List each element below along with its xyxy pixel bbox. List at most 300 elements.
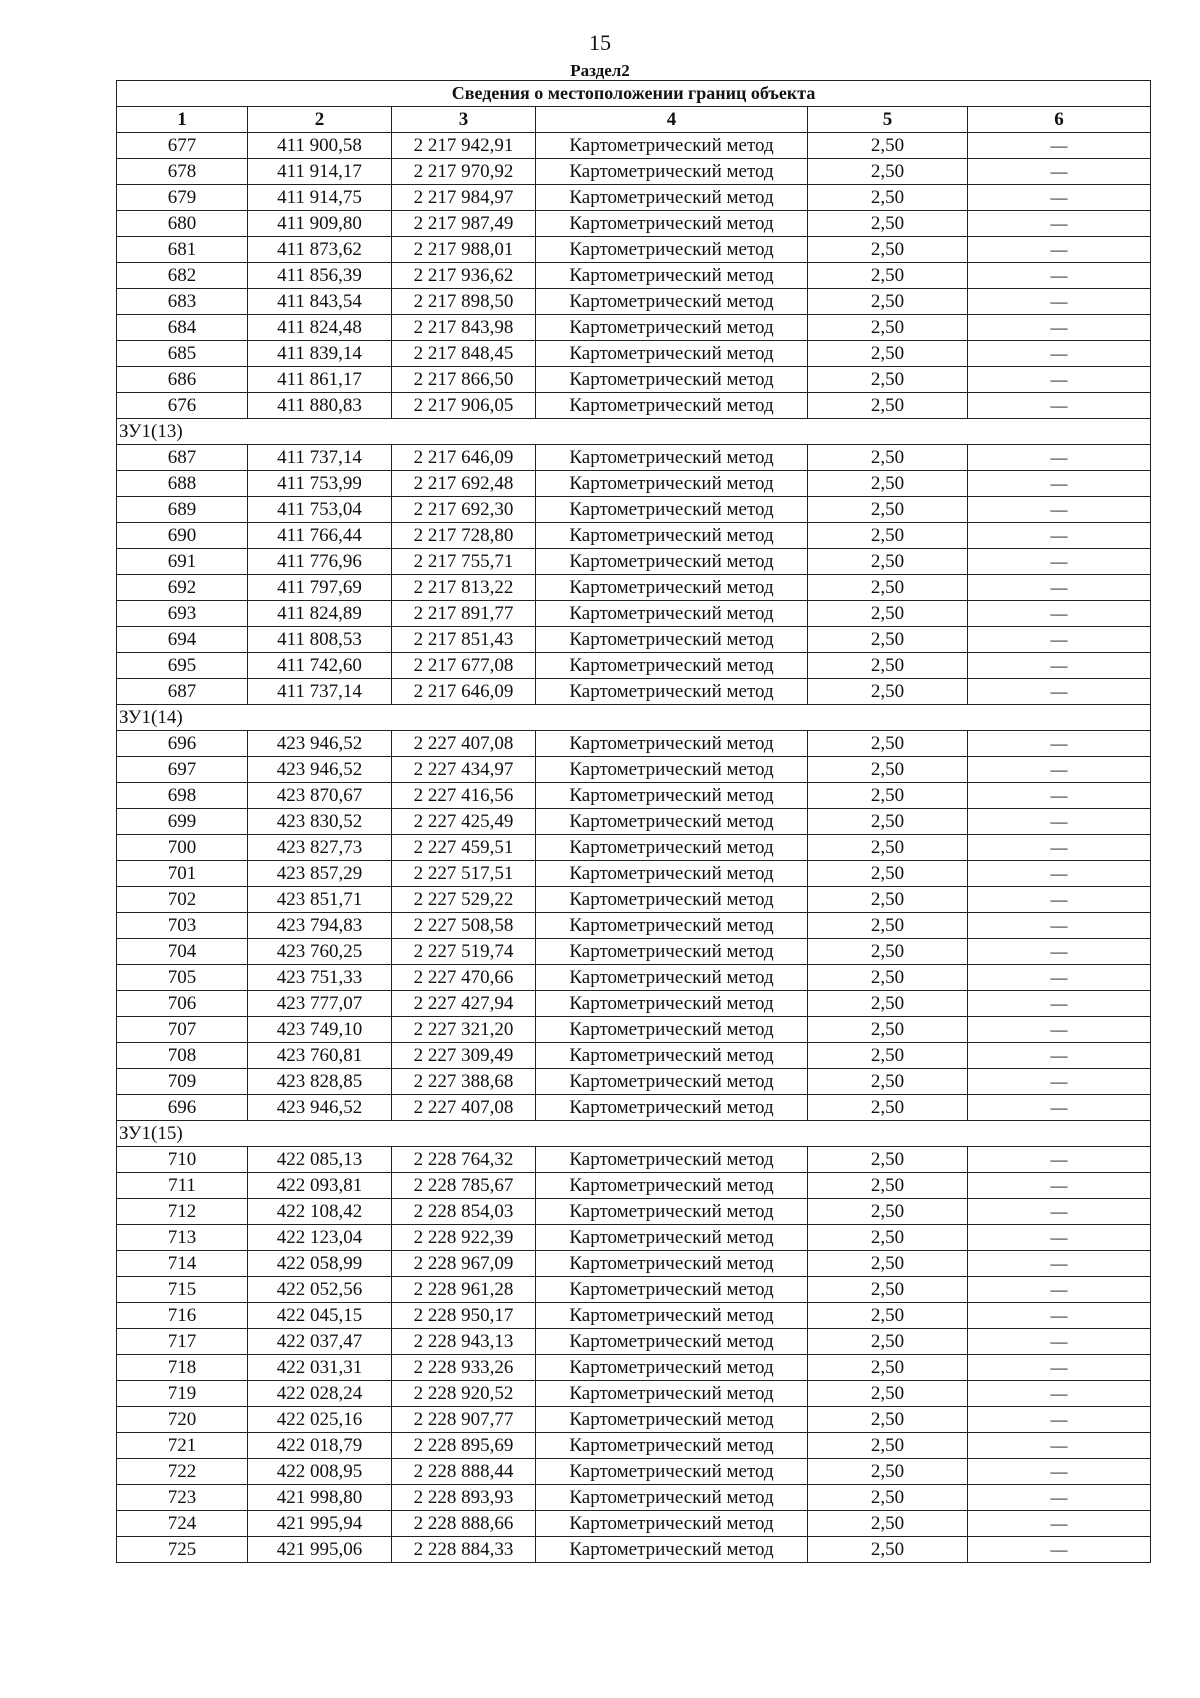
table-row: [117, 1433, 1151, 1459]
y-coordinate-cell: 2 217 728,80: [392, 523, 536, 549]
table-row: [117, 497, 1151, 523]
point-number-cell: 679: [117, 185, 248, 211]
y-coordinate-cell: 2 228 888,44: [392, 1459, 536, 1485]
method-cell: Картометрический метод: [536, 1251, 808, 1277]
point-number-cell: 683: [117, 289, 248, 315]
x-coordinate-cell: 422 052,56: [248, 1277, 392, 1303]
table-row: [117, 211, 1151, 237]
x-coordinate-cell: 423 777,07: [248, 991, 392, 1017]
point-number-cell: 684: [117, 315, 248, 341]
y-coordinate-cell: 2 217 906,05: [392, 393, 536, 419]
description-cell: —: [968, 523, 1151, 549]
method-cell: Картометрический метод: [536, 315, 808, 341]
table-row: [117, 575, 1151, 601]
description-cell: —: [968, 1433, 1151, 1459]
table-row: [117, 315, 1151, 341]
point-number-cell: 724: [117, 1511, 248, 1537]
y-coordinate-cell: 2 228 920,52: [392, 1381, 536, 1407]
accuracy-cell: 2,50: [808, 1407, 968, 1433]
point-number-cell: 708: [117, 1043, 248, 1069]
table-row: [117, 1147, 1151, 1173]
accuracy-cell: 2,50: [808, 133, 968, 159]
accuracy-cell: 2,50: [808, 159, 968, 185]
table-row: [117, 159, 1151, 185]
x-coordinate-cell: 422 031,31: [248, 1355, 392, 1381]
y-coordinate-cell: 2 228 950,17: [392, 1303, 536, 1329]
table-row: [117, 887, 1151, 913]
y-coordinate-cell: 2 217 988,01: [392, 237, 536, 263]
table-row: [117, 783, 1151, 809]
x-coordinate-cell: 423 794,83: [248, 913, 392, 939]
method-cell: Картометрический метод: [536, 1407, 808, 1433]
accuracy-cell: 2,50: [808, 367, 968, 393]
y-coordinate-cell: 2 228 933,26: [392, 1355, 536, 1381]
description-cell: —: [968, 1173, 1151, 1199]
method-cell: Картометрический метод: [536, 991, 808, 1017]
method-cell: Картометрический метод: [536, 185, 808, 211]
x-coordinate-cell: 423 760,25: [248, 939, 392, 965]
point-number-cell: 688: [117, 471, 248, 497]
table-row: [117, 1511, 1151, 1537]
table-row: [117, 1043, 1151, 1069]
point-number-cell: 699: [117, 809, 248, 835]
method-cell: Картометрический метод: [536, 783, 808, 809]
description-cell: —: [968, 627, 1151, 653]
x-coordinate-cell: 411 753,99: [248, 471, 392, 497]
x-coordinate-cell: 411 808,53: [248, 627, 392, 653]
description-cell: —: [968, 1407, 1151, 1433]
table-row: [117, 1303, 1151, 1329]
y-coordinate-cell: 2 228 854,03: [392, 1199, 536, 1225]
description-cell: —: [968, 263, 1151, 289]
description-cell: —: [968, 471, 1151, 497]
y-coordinate-cell: 2 217 936,62: [392, 263, 536, 289]
y-coordinate-cell: 2 217 866,50: [392, 367, 536, 393]
accuracy-cell: 2,50: [808, 991, 968, 1017]
method-cell: Картометрический метод: [536, 211, 808, 237]
column-header-6: 6: [968, 107, 1151, 133]
table-row: [117, 1095, 1151, 1121]
accuracy-cell: 2,50: [808, 1355, 968, 1381]
method-cell: Картометрический метод: [536, 679, 808, 705]
description-cell: —: [968, 1511, 1151, 1537]
x-coordinate-cell: 423 751,33: [248, 965, 392, 991]
y-coordinate-cell: 2 217 646,09: [392, 679, 536, 705]
method-cell: Картометрический метод: [536, 1433, 808, 1459]
description-cell: —: [968, 1303, 1151, 1329]
group-label: ЗУ1(13): [117, 419, 1151, 445]
x-coordinate-cell: 411 856,39: [248, 263, 392, 289]
description-cell: —: [968, 653, 1151, 679]
y-coordinate-cell: 2 227 427,94: [392, 991, 536, 1017]
table-row: [117, 1251, 1151, 1277]
point-number-cell: 718: [117, 1355, 248, 1381]
x-coordinate-cell: 422 018,79: [248, 1433, 392, 1459]
description-cell: —: [968, 1095, 1151, 1121]
accuracy-cell: 2,50: [808, 835, 968, 861]
table-row: [117, 1173, 1151, 1199]
table-row: [117, 627, 1151, 653]
description-cell: —: [968, 835, 1151, 861]
x-coordinate-cell: 422 093,81: [248, 1173, 392, 1199]
x-coordinate-cell: 411 776,96: [248, 549, 392, 575]
method-cell: Картометрический метод: [536, 497, 808, 523]
table-row: [117, 341, 1151, 367]
description-cell: —: [968, 341, 1151, 367]
method-cell: Картометрический метод: [536, 835, 808, 861]
y-coordinate-cell: 2 217 843,98: [392, 315, 536, 341]
method-cell: Картометрический метод: [536, 341, 808, 367]
table-row: [117, 1277, 1151, 1303]
description-cell: —: [968, 1459, 1151, 1485]
method-cell: Картометрический метод: [536, 1355, 808, 1381]
method-cell: Картометрический метод: [536, 809, 808, 835]
method-cell: Картометрический метод: [536, 653, 808, 679]
method-cell: Картометрический метод: [536, 861, 808, 887]
table-row: [117, 1199, 1151, 1225]
table-row: [117, 731, 1151, 757]
x-coordinate-cell: 411 909,80: [248, 211, 392, 237]
description-cell: —: [968, 731, 1151, 757]
y-coordinate-cell: 2 217 942,91: [392, 133, 536, 159]
x-coordinate-cell: 422 025,16: [248, 1407, 392, 1433]
description-cell: —: [968, 939, 1151, 965]
point-number-cell: 692: [117, 575, 248, 601]
y-coordinate-cell: 2 228 967,09: [392, 1251, 536, 1277]
method-cell: Картометрический метод: [536, 367, 808, 393]
table-row: [117, 601, 1151, 627]
y-coordinate-cell: 2 227 309,49: [392, 1043, 536, 1069]
description-cell: —: [968, 1277, 1151, 1303]
table-row: [117, 809, 1151, 835]
table-row: [117, 1381, 1151, 1407]
point-number-cell: 695: [117, 653, 248, 679]
description-cell: —: [968, 237, 1151, 263]
point-number-cell: 690: [117, 523, 248, 549]
accuracy-cell: 2,50: [808, 1095, 968, 1121]
x-coordinate-cell: 411 824,48: [248, 315, 392, 341]
x-coordinate-cell: 423 857,29: [248, 861, 392, 887]
x-coordinate-cell: 411 873,62: [248, 237, 392, 263]
method-cell: Картометрический метод: [536, 289, 808, 315]
point-number-cell: 681: [117, 237, 248, 263]
x-coordinate-cell: 411 843,54: [248, 289, 392, 315]
description-cell: —: [968, 601, 1151, 627]
description-cell: —: [968, 965, 1151, 991]
method-cell: Картометрический метод: [536, 159, 808, 185]
description-cell: —: [968, 133, 1151, 159]
x-coordinate-cell: 411 737,14: [248, 445, 392, 471]
x-coordinate-cell: 411 914,17: [248, 159, 392, 185]
column-header-1: 1: [117, 107, 248, 133]
point-number-cell: 687: [117, 679, 248, 705]
y-coordinate-cell: 2 227 508,58: [392, 913, 536, 939]
method-cell: Картометрический метод: [536, 263, 808, 289]
description-cell: —: [968, 575, 1151, 601]
accuracy-cell: 2,50: [808, 861, 968, 887]
table-row: [117, 471, 1151, 497]
boundary-coordinates-table: [116, 80, 1151, 1563]
method-cell: Картометрический метод: [536, 627, 808, 653]
method-cell: Картометрический метод: [536, 913, 808, 939]
accuracy-cell: 2,50: [808, 237, 968, 263]
accuracy-cell: 2,50: [808, 783, 968, 809]
accuracy-cell: 2,50: [808, 1537, 968, 1563]
description-cell: —: [968, 497, 1151, 523]
point-number-cell: 693: [117, 601, 248, 627]
point-number-cell: 707: [117, 1017, 248, 1043]
accuracy-cell: 2,50: [808, 1433, 968, 1459]
accuracy-cell: 2,50: [808, 679, 968, 705]
description-cell: —: [968, 367, 1151, 393]
point-number-cell: 714: [117, 1251, 248, 1277]
accuracy-cell: 2,50: [808, 1251, 968, 1277]
y-coordinate-cell: 2 228 884,33: [392, 1537, 536, 1563]
method-cell: Картометрический метод: [536, 1043, 808, 1069]
y-coordinate-cell: 2 227 425,49: [392, 809, 536, 835]
method-cell: Картометрический метод: [536, 1147, 808, 1173]
point-number-cell: 682: [117, 263, 248, 289]
x-coordinate-cell: 411 766,44: [248, 523, 392, 549]
point-number-cell: 710: [117, 1147, 248, 1173]
accuracy-cell: 2,50: [808, 575, 968, 601]
x-coordinate-cell: 422 028,24: [248, 1381, 392, 1407]
description-cell: —: [968, 783, 1151, 809]
table-row: [117, 991, 1151, 1017]
x-coordinate-cell: 411 737,14: [248, 679, 392, 705]
x-coordinate-cell: 411 824,89: [248, 601, 392, 627]
method-cell: Картометрический метод: [536, 1277, 808, 1303]
x-coordinate-cell: 423 870,67: [248, 783, 392, 809]
group-row: [117, 705, 1151, 731]
point-number-cell: 700: [117, 835, 248, 861]
table-row: [117, 1407, 1151, 1433]
y-coordinate-cell: 2 228 895,69: [392, 1433, 536, 1459]
point-number-cell: 721: [117, 1433, 248, 1459]
y-coordinate-cell: 2 217 692,30: [392, 497, 536, 523]
x-coordinate-cell: 423 946,52: [248, 731, 392, 757]
method-cell: Картометрический метод: [536, 237, 808, 263]
y-coordinate-cell: 2 227 388,68: [392, 1069, 536, 1095]
y-coordinate-cell: 2 227 517,51: [392, 861, 536, 887]
accuracy-cell: 2,50: [808, 1329, 968, 1355]
x-coordinate-cell: 423 946,52: [248, 1095, 392, 1121]
table-row: [117, 939, 1151, 965]
x-coordinate-cell: 411 742,60: [248, 653, 392, 679]
y-coordinate-cell: 2 217 848,45: [392, 341, 536, 367]
y-coordinate-cell: 2 217 646,09: [392, 445, 536, 471]
method-cell: Картометрический метод: [536, 133, 808, 159]
x-coordinate-cell: 423 749,10: [248, 1017, 392, 1043]
accuracy-cell: 2,50: [808, 1303, 968, 1329]
description-cell: —: [968, 185, 1151, 211]
point-number-cell: 677: [117, 133, 248, 159]
table-row: [117, 445, 1151, 471]
y-coordinate-cell: 2 227 459,51: [392, 835, 536, 861]
accuracy-cell: 2,50: [808, 965, 968, 991]
x-coordinate-cell: 411 839,14: [248, 341, 392, 367]
method-cell: Картометрический метод: [536, 1485, 808, 1511]
point-number-cell: 678: [117, 159, 248, 185]
description-cell: —: [968, 1329, 1151, 1355]
table-row: [117, 965, 1151, 991]
x-coordinate-cell: 411 861,17: [248, 367, 392, 393]
y-coordinate-cell: 2 228 888,66: [392, 1511, 536, 1537]
description-cell: —: [968, 393, 1151, 419]
point-number-cell: 712: [117, 1199, 248, 1225]
x-coordinate-cell: 422 037,47: [248, 1329, 392, 1355]
y-coordinate-cell: 2 227 519,74: [392, 939, 536, 965]
table-row: [117, 653, 1151, 679]
accuracy-cell: 2,50: [808, 653, 968, 679]
description-cell: —: [968, 1251, 1151, 1277]
x-coordinate-cell: 421 998,80: [248, 1485, 392, 1511]
y-coordinate-cell: 2 228 764,32: [392, 1147, 536, 1173]
accuracy-cell: 2,50: [808, 731, 968, 757]
method-cell: Картометрический метод: [536, 939, 808, 965]
table-row: [117, 1069, 1151, 1095]
method-cell: Картометрический метод: [536, 549, 808, 575]
accuracy-cell: 2,50: [808, 263, 968, 289]
method-cell: Картометрический метод: [536, 445, 808, 471]
x-coordinate-cell: 422 108,42: [248, 1199, 392, 1225]
table-row: [117, 393, 1151, 419]
y-coordinate-cell: 2 228 907,77: [392, 1407, 536, 1433]
accuracy-cell: 2,50: [808, 471, 968, 497]
description-cell: —: [968, 679, 1151, 705]
y-coordinate-cell: 2 217 755,71: [392, 549, 536, 575]
accuracy-cell: 2,50: [808, 757, 968, 783]
accuracy-cell: 2,50: [808, 1277, 968, 1303]
point-number-cell: 705: [117, 965, 248, 991]
column-header-row: [117, 107, 1151, 133]
point-number-cell: 691: [117, 549, 248, 575]
y-coordinate-cell: 2 217 692,48: [392, 471, 536, 497]
description-cell: —: [968, 1043, 1151, 1069]
point-number-cell: 713: [117, 1225, 248, 1251]
x-coordinate-cell: 411 914,75: [248, 185, 392, 211]
description-cell: —: [968, 1381, 1151, 1407]
table-row: [117, 185, 1151, 211]
method-cell: Картометрический метод: [536, 523, 808, 549]
table-row: [117, 1329, 1151, 1355]
point-number-cell: 689: [117, 497, 248, 523]
x-coordinate-cell: 411 880,83: [248, 393, 392, 419]
x-coordinate-cell: 422 058,99: [248, 1251, 392, 1277]
accuracy-cell: 2,50: [808, 289, 968, 315]
description-cell: —: [968, 1355, 1151, 1381]
table-row: [117, 757, 1151, 783]
table-row: [117, 263, 1151, 289]
y-coordinate-cell: 2 228 893,93: [392, 1485, 536, 1511]
method-cell: Картометрический метод: [536, 393, 808, 419]
method-cell: Картометрический метод: [536, 1329, 808, 1355]
x-coordinate-cell: 421 995,94: [248, 1511, 392, 1537]
x-coordinate-cell: 423 830,52: [248, 809, 392, 835]
accuracy-cell: 2,50: [808, 341, 968, 367]
y-coordinate-cell: 2 217 898,50: [392, 289, 536, 315]
description-cell: —: [968, 445, 1151, 471]
method-cell: Картометрический метод: [536, 1017, 808, 1043]
point-number-cell: 694: [117, 627, 248, 653]
point-number-cell: 680: [117, 211, 248, 237]
x-coordinate-cell: 422 045,15: [248, 1303, 392, 1329]
x-coordinate-cell: 411 753,04: [248, 497, 392, 523]
x-coordinate-cell: 421 995,06: [248, 1537, 392, 1563]
x-coordinate-cell: 411 797,69: [248, 575, 392, 601]
accuracy-cell: 2,50: [808, 523, 968, 549]
point-number-cell: 717: [117, 1329, 248, 1355]
table-caption: Сведения о местоположении границ объекта: [117, 81, 1151, 107]
column-header-4: 4: [536, 107, 808, 133]
x-coordinate-cell: 423 760,81: [248, 1043, 392, 1069]
point-number-cell: 696: [117, 1095, 248, 1121]
x-coordinate-cell: 423 851,71: [248, 887, 392, 913]
y-coordinate-cell: 2 227 529,22: [392, 887, 536, 913]
y-coordinate-cell: 2 217 813,22: [392, 575, 536, 601]
y-coordinate-cell: 2 217 987,49: [392, 211, 536, 237]
table-row: [117, 237, 1151, 263]
column-header-3: 3: [392, 107, 536, 133]
accuracy-cell: 2,50: [808, 393, 968, 419]
description-cell: —: [968, 861, 1151, 887]
table-row: [117, 1459, 1151, 1485]
method-cell: Картометрический метод: [536, 1459, 808, 1485]
point-number-cell: 698: [117, 783, 248, 809]
description-cell: —: [968, 1017, 1151, 1043]
description-cell: —: [968, 757, 1151, 783]
accuracy-cell: 2,50: [808, 1069, 968, 1095]
table-row: [117, 835, 1151, 861]
y-coordinate-cell: 2 217 851,43: [392, 627, 536, 653]
x-coordinate-cell: 411 900,58: [248, 133, 392, 159]
accuracy-cell: 2,50: [808, 939, 968, 965]
table-row: [117, 367, 1151, 393]
y-coordinate-cell: 2 227 470,66: [392, 965, 536, 991]
method-cell: Картометрический метод: [536, 601, 808, 627]
accuracy-cell: 2,50: [808, 601, 968, 627]
method-cell: Картометрический метод: [536, 731, 808, 757]
method-cell: Картометрический метод: [536, 1537, 808, 1563]
x-coordinate-cell: 423 827,73: [248, 835, 392, 861]
column-header-5: 5: [808, 107, 968, 133]
description-cell: —: [968, 1537, 1151, 1563]
method-cell: Картометрический метод: [536, 1069, 808, 1095]
method-cell: Картометрический метод: [536, 471, 808, 497]
accuracy-cell: 2,50: [808, 1017, 968, 1043]
point-number-cell: 715: [117, 1277, 248, 1303]
section-title: Раздел2: [570, 61, 630, 80]
table-row: [117, 1017, 1151, 1043]
accuracy-cell: 2,50: [808, 549, 968, 575]
description-cell: —: [968, 159, 1151, 185]
point-number-cell: 703: [117, 913, 248, 939]
group-row: [117, 419, 1151, 445]
point-number-cell: 716: [117, 1303, 248, 1329]
point-number-cell: 709: [117, 1069, 248, 1095]
description-cell: —: [968, 211, 1151, 237]
description-cell: —: [968, 549, 1151, 575]
accuracy-cell: 2,50: [808, 887, 968, 913]
point-number-cell: 687: [117, 445, 248, 471]
accuracy-cell: 2,50: [808, 809, 968, 835]
table-row: [117, 1485, 1151, 1511]
table-row: [117, 549, 1151, 575]
y-coordinate-cell: 2 227 434,97: [392, 757, 536, 783]
description-cell: —: [968, 913, 1151, 939]
table-row: [117, 133, 1151, 159]
accuracy-cell: 2,50: [808, 185, 968, 211]
